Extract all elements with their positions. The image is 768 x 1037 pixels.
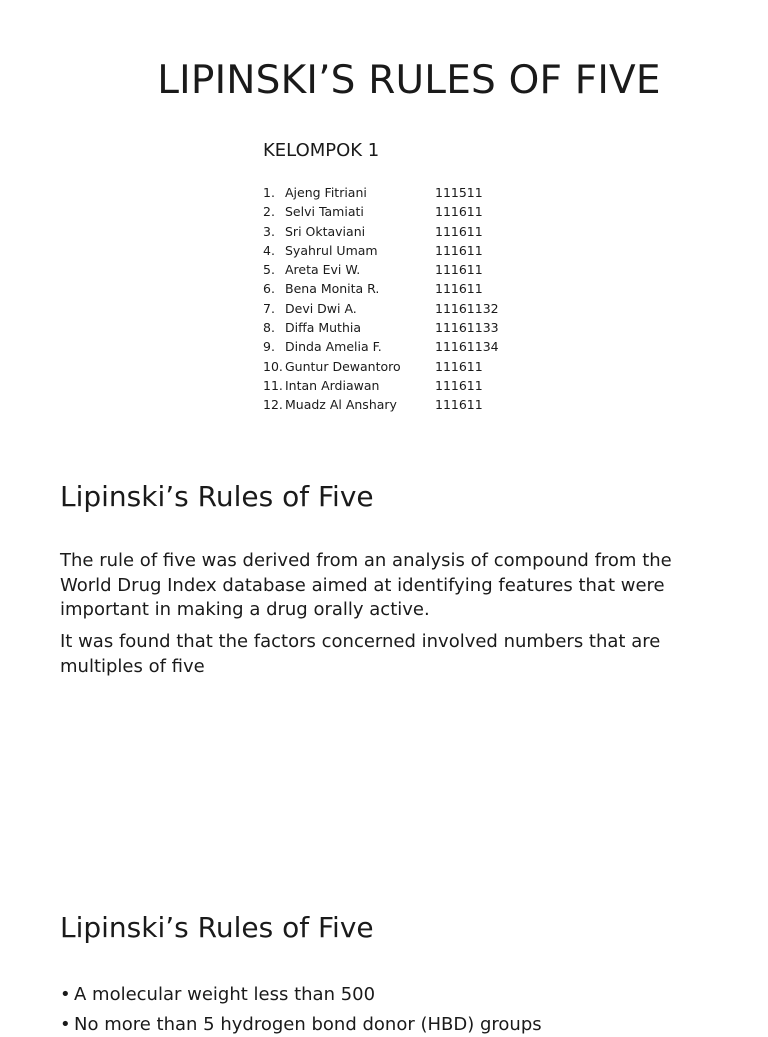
- member-name: Bena Monita R.: [285, 281, 380, 297]
- slide-intro: [0, 432, 768, 864]
- paragraph-factors: It was found that the factors concerned involved numbers that are multiples of five: [60, 631, 661, 677]
- member-id: 111611: [435, 377, 483, 393]
- member-number: 1.: [263, 185, 275, 200]
- member-name: Diffa Muthia: [285, 320, 362, 336]
- group-label: KELOMPOK 1: [263, 140, 380, 161]
- list-item: [263, 260, 499, 279]
- member-number: 8.: [263, 320, 275, 336]
- member-id: 111511: [435, 185, 483, 200]
- member-number: 11.: [263, 377, 283, 393]
- member-name: Sri Oktaviani: [285, 223, 366, 239]
- member-id: 11161132: [435, 300, 499, 316]
- member-number: 5.: [263, 262, 275, 278]
- member-number: 10.: [263, 358, 283, 374]
- list-item: [263, 241, 499, 260]
- slide-title: [0, 0, 768, 432]
- bullet-text: No more than 5 hydrogen bond donor (HBD) groups: [74, 1014, 542, 1035]
- member-name: Syahrul Umam: [285, 242, 378, 258]
- list-item: [263, 222, 499, 241]
- list-item: [263, 183, 499, 202]
- bullet-item: [60, 983, 375, 1007]
- list-item: [263, 395, 499, 414]
- list-item: [263, 318, 499, 337]
- member-id: 111611: [435, 262, 483, 278]
- bullet-icon: •: [60, 984, 71, 1005]
- list-item: [263, 202, 499, 221]
- list-item: [263, 299, 499, 318]
- member-id: 111611: [435, 358, 483, 374]
- slide-rules: [0, 864, 768, 1035]
- paragraph-origin: The rule of five was derived from an analysis of compound from the World Drug Index database aimed at identifying features that were important in making a drug orally active.: [60, 550, 672, 620]
- member-number: 4.: [263, 242, 275, 258]
- member-id: 111611: [435, 223, 483, 239]
- list-item: [263, 357, 499, 376]
- member-id: 11161134: [435, 339, 499, 355]
- member-id: 11161133: [435, 320, 499, 336]
- member-id: 111611: [435, 397, 483, 413]
- member-name: Muadz Al Anshary: [285, 397, 397, 413]
- member-id: 111611: [435, 204, 483, 220]
- list-item: [263, 337, 499, 356]
- member-name: Devi Dwi A.: [285, 300, 357, 316]
- section-title: Lipinski’s Rules of Five: [60, 911, 374, 944]
- member-number: 6.: [263, 281, 275, 297]
- member-number: 9.: [263, 339, 275, 355]
- bullet-item: [60, 1013, 542, 1037]
- member-name: Areta Evi W.: [285, 262, 361, 278]
- member-id: 111611: [435, 242, 483, 258]
- member-number: 7.: [263, 300, 275, 316]
- member-id: 111611: [435, 281, 483, 297]
- member-name: Intan Ardiawan: [285, 377, 380, 393]
- section-title: Lipinski’s Rules of Five: [60, 480, 374, 513]
- bullet-icon: •: [60, 1014, 71, 1035]
- member-name: Guntur Dewantoro: [285, 358, 401, 374]
- list-item: [263, 279, 499, 298]
- member-number: 3.: [263, 223, 275, 239]
- list-item: [263, 376, 499, 395]
- bullet-text: A molecular weight less than 500: [74, 984, 376, 1005]
- member-name: Ajeng Fitriani: [285, 185, 367, 200]
- member-number: 12.: [263, 397, 283, 413]
- member-name: Dinda Amelia F.: [285, 339, 382, 355]
- member-name: Selvi Tamiati: [285, 204, 364, 220]
- member-list: [263, 183, 499, 415]
- page-title: LIPINSKI’S RULES OF FIVE: [157, 58, 661, 103]
- member-number: 2.: [263, 204, 275, 220]
